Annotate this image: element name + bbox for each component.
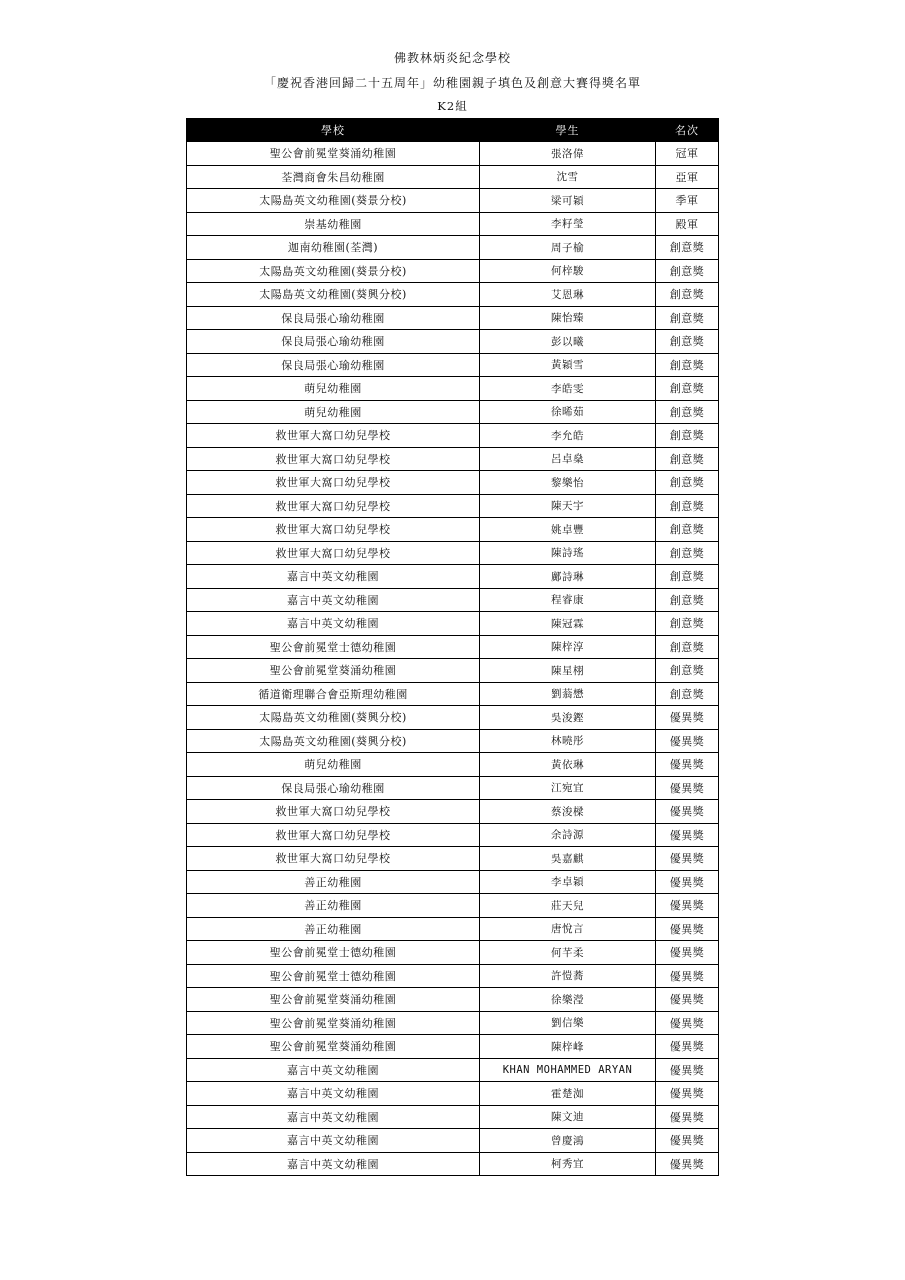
cell-rank: 創意獎: [656, 565, 719, 589]
table-row: [187, 471, 719, 495]
cell-school: 萌兒幼稚園: [187, 377, 480, 401]
cell-rank: 創意獎: [656, 494, 719, 518]
table-row: [187, 259, 719, 283]
cell-rank: 創意獎: [656, 377, 719, 401]
cell-rank: 優異獎: [656, 988, 719, 1012]
table-row: [187, 870, 719, 894]
cell-student: 陳冠霖: [480, 612, 656, 636]
cell-rank: 優異獎: [656, 1129, 719, 1153]
table-row: [187, 330, 719, 354]
table-row: [187, 776, 719, 800]
cell-student: 黃依琳: [480, 753, 656, 777]
table-row: [187, 612, 719, 636]
cell-rank: 創意獎: [656, 283, 719, 307]
cell-student: 徐晞茹: [480, 400, 656, 424]
cell-school: 救世軍大窩口幼兒學校: [187, 471, 480, 495]
cell-rank: 優異獎: [656, 823, 719, 847]
table-row: [187, 424, 719, 448]
cell-rank: 優異獎: [656, 870, 719, 894]
table-row: [187, 142, 719, 166]
table-header-row: [187, 119, 719, 142]
cell-student: 呂卓燊: [480, 447, 656, 471]
table-row: [187, 1152, 719, 1176]
cell-school: 嘉言中英文幼稚園: [187, 565, 480, 589]
cell-school: 救世軍大窩口幼兒學校: [187, 447, 480, 471]
cell-rank: 殿軍: [656, 212, 719, 236]
cell-school: 嘉言中英文幼稚園: [187, 1105, 480, 1129]
cell-school: 太陽島英文幼稚園(葵興分校): [187, 283, 480, 307]
cell-student: 黃穎雪: [480, 353, 656, 377]
cell-student: 徐樂瀅: [480, 988, 656, 1012]
cell-rank: 優異獎: [656, 964, 719, 988]
cell-school: 循道衛理聯合會亞斯理幼稚園: [187, 682, 480, 706]
table-row: [187, 189, 719, 213]
cell-school: 聖公會前冕堂士德幼稚園: [187, 964, 480, 988]
cell-school: 萌兒幼稚園: [187, 753, 480, 777]
cell-school: 救世軍大窩口幼兒學校: [187, 847, 480, 871]
cell-student: 陳文迪: [480, 1105, 656, 1129]
column-header-rank: 名次: [656, 119, 719, 142]
cell-rank: 優異獎: [656, 847, 719, 871]
table-row: [187, 1035, 719, 1059]
cell-rank: 優異獎: [656, 941, 719, 965]
table-row: [187, 306, 719, 330]
cell-student: 何梓駿: [480, 259, 656, 283]
cell-rank: 優異獎: [656, 776, 719, 800]
table-row: [187, 823, 719, 847]
cell-student: 周子榆: [480, 236, 656, 260]
cell-school: 救世軍大窩口幼兒學校: [187, 541, 480, 565]
cell-rank: 優異獎: [656, 800, 719, 824]
cell-school: 太陽島英文幼稚園(葵景分校): [187, 259, 480, 283]
cell-student: 陳梓淳: [480, 635, 656, 659]
cell-rank: 季軍: [656, 189, 719, 213]
cell-school: 聖公會前冕堂葵涌幼稚園: [187, 1011, 480, 1035]
cell-rank: 創意獎: [656, 447, 719, 471]
cell-student: 吳嘉麒: [480, 847, 656, 871]
table-row: [187, 941, 719, 965]
table-row: [187, 1058, 719, 1082]
cell-school: 保良局張心瑜幼稚園: [187, 330, 480, 354]
table-row: [187, 353, 719, 377]
cell-student: 李卓穎: [480, 870, 656, 894]
cell-school: 救世軍大窩口幼兒學校: [187, 494, 480, 518]
cell-rank: 創意獎: [656, 612, 719, 636]
table-row: [187, 894, 719, 918]
table-row: [187, 800, 719, 824]
table-row: [187, 847, 719, 871]
cell-rank: 創意獎: [656, 330, 719, 354]
cell-school: 聖公會前冕堂葵涌幼稚園: [187, 1035, 480, 1059]
table-row: [187, 541, 719, 565]
cell-rank: 創意獎: [656, 588, 719, 612]
cell-rank: 亞軍: [656, 165, 719, 189]
document-school-title: 佛教林炳炎紀念學校: [393, 51, 511, 65]
table-row: [187, 377, 719, 401]
cell-rank: 優異獎: [656, 1082, 719, 1106]
table-row: [187, 917, 719, 941]
cell-school: 太陽島英文幼稚園(葵興分校): [187, 729, 480, 753]
cell-student: 何芊柔: [480, 941, 656, 965]
cell-student: 柯秀宜: [480, 1152, 656, 1176]
table-row: [187, 165, 719, 189]
table-row: [187, 1011, 719, 1035]
cell-student: 李籽瑩: [480, 212, 656, 236]
cell-school: 救世軍大窩口幼兒學校: [187, 424, 480, 448]
table-row: [187, 236, 719, 260]
cell-student: 吳浚鏗: [480, 706, 656, 730]
cell-student: 劉蓊懋: [480, 682, 656, 706]
cell-student: 陳天宇: [480, 494, 656, 518]
cell-school: 善正幼稚園: [187, 870, 480, 894]
cell-rank: 創意獎: [656, 306, 719, 330]
table-row: [187, 400, 719, 424]
cell-school: 萌兒幼稚園: [187, 400, 480, 424]
cell-rank: 優異獎: [656, 1011, 719, 1035]
cell-student: 莊天兒: [480, 894, 656, 918]
table-row: [187, 988, 719, 1012]
cell-school: 保良局張心瑜幼稚園: [187, 353, 480, 377]
cell-school: 救世軍大窩口幼兒學校: [187, 518, 480, 542]
document-group-label: K2組: [437, 99, 468, 113]
cell-school: 迦南幼稚園(荃灣): [187, 236, 480, 260]
cell-rank: 優異獎: [656, 894, 719, 918]
cell-school: 救世軍大窩口幼兒學校: [187, 823, 480, 847]
cell-student: 黎樂怡: [480, 471, 656, 495]
column-header-school: 學校: [187, 119, 480, 142]
table-row: [187, 706, 719, 730]
cell-student: 張洛偉: [480, 142, 656, 166]
cell-rank: 創意獎: [656, 424, 719, 448]
cell-school: 保良局張心瑜幼稚園: [187, 776, 480, 800]
cell-student: 陳怡臻: [480, 306, 656, 330]
table-row: [187, 447, 719, 471]
cell-student: 霍楚洳: [480, 1082, 656, 1106]
cell-rank: 創意獎: [656, 635, 719, 659]
cell-school: 嘉言中英文幼稚園: [187, 1082, 480, 1106]
cell-school: 太陽島英文幼稚園(葵景分校): [187, 189, 480, 213]
cell-rank: 優異獎: [656, 917, 719, 941]
table-row: [187, 565, 719, 589]
table-row: [187, 753, 719, 777]
cell-rank: 創意獎: [656, 659, 719, 683]
cell-student: 陳詩瑤: [480, 541, 656, 565]
cell-rank: 優異獎: [656, 1058, 719, 1082]
table-row: [187, 494, 719, 518]
cell-rank: 優異獎: [656, 729, 719, 753]
cell-student: 艾恩琳: [480, 283, 656, 307]
cell-school: 聖公會前冕堂葵涌幼稚園: [187, 988, 480, 1012]
table-row: [187, 212, 719, 236]
cell-student: KHAN MOHAMMED ARYAN: [480, 1058, 656, 1082]
cell-rank: 優異獎: [656, 753, 719, 777]
cell-student: 許愷蕎: [480, 964, 656, 988]
cell-rank: 創意獎: [656, 353, 719, 377]
cell-rank: 優異獎: [656, 1152, 719, 1176]
table-row: [187, 682, 719, 706]
cell-student: 陳梓峰: [480, 1035, 656, 1059]
cell-student: 劉信樂: [480, 1011, 656, 1035]
award-table: [186, 118, 719, 1176]
cell-school: 荃灣商會朱昌幼稚園: [187, 165, 480, 189]
cell-school: 聖公會前冕堂士德幼稚園: [187, 941, 480, 965]
table-row: [187, 964, 719, 988]
cell-student: 曾慶鴻: [480, 1129, 656, 1153]
cell-student: 彭以曦: [480, 330, 656, 354]
cell-student: 沈雪: [480, 165, 656, 189]
cell-school: 救世軍大窩口幼兒學校: [187, 800, 480, 824]
cell-rank: 冠軍: [656, 142, 719, 166]
cell-school: 嘉言中英文幼稚園: [187, 612, 480, 636]
cell-school: 太陽島英文幼稚園(葵興分校): [187, 706, 480, 730]
table-row: [187, 1082, 719, 1106]
column-header-student: 學生: [480, 119, 656, 142]
cell-rank: 創意獎: [656, 236, 719, 260]
cell-student: 程睿康: [480, 588, 656, 612]
cell-student: 李皓雯: [480, 377, 656, 401]
cell-school: 保良局張心瑜幼稚園: [187, 306, 480, 330]
cell-rank: 創意獎: [656, 259, 719, 283]
cell-student: 蔡浚樑: [480, 800, 656, 824]
cell-rank: 創意獎: [656, 682, 719, 706]
cell-school: 聖公會前冕堂葵涌幼稚園: [187, 142, 480, 166]
cell-student: 李允皓: [480, 424, 656, 448]
cell-student: 鄺詩琳: [480, 565, 656, 589]
table-row: [187, 1129, 719, 1153]
cell-school: 嘉言中英文幼稚園: [187, 1152, 480, 1176]
table-row: [187, 283, 719, 307]
cell-school: 嘉言中英文幼稚園: [187, 588, 480, 612]
table-row: [187, 729, 719, 753]
cell-school: 聖公會前冕堂葵涌幼稚園: [187, 659, 480, 683]
cell-student: 江宛宜: [480, 776, 656, 800]
cell-student: 林曉彤: [480, 729, 656, 753]
cell-student: 梁可穎: [480, 189, 656, 213]
table-row: [187, 659, 719, 683]
cell-rank: 優異獎: [656, 706, 719, 730]
cell-school: 嘉言中英文幼稚園: [187, 1129, 480, 1153]
table-row: [187, 635, 719, 659]
cell-rank: 創意獎: [656, 541, 719, 565]
cell-rank: 創意獎: [656, 518, 719, 542]
table-body: [187, 142, 719, 1176]
cell-rank: 優異獎: [656, 1105, 719, 1129]
cell-school: 崇基幼稚園: [187, 212, 480, 236]
table-row: [187, 518, 719, 542]
cell-student: 唐悅言: [480, 917, 656, 941]
cell-student: 姚卓豐: [480, 518, 656, 542]
table-row: [187, 1105, 719, 1129]
cell-school: 善正幼稚園: [187, 894, 480, 918]
cell-school: 嘉言中英文幼稚園: [187, 1058, 480, 1082]
document-event-title: 「慶祝香港回歸二十五周年」幼稚園親子填色及創意大賽得獎名單: [263, 76, 641, 90]
cell-school: 聖公會前冕堂士德幼稚園: [187, 635, 480, 659]
cell-rank: 創意獎: [656, 400, 719, 424]
cell-student: 余詩源: [480, 823, 656, 847]
cell-rank: 創意獎: [656, 471, 719, 495]
cell-school: 善正幼稚園: [187, 917, 480, 941]
table-row: [187, 588, 719, 612]
cell-student: 陳星栩: [480, 659, 656, 683]
cell-rank: 優異獎: [656, 1035, 719, 1059]
